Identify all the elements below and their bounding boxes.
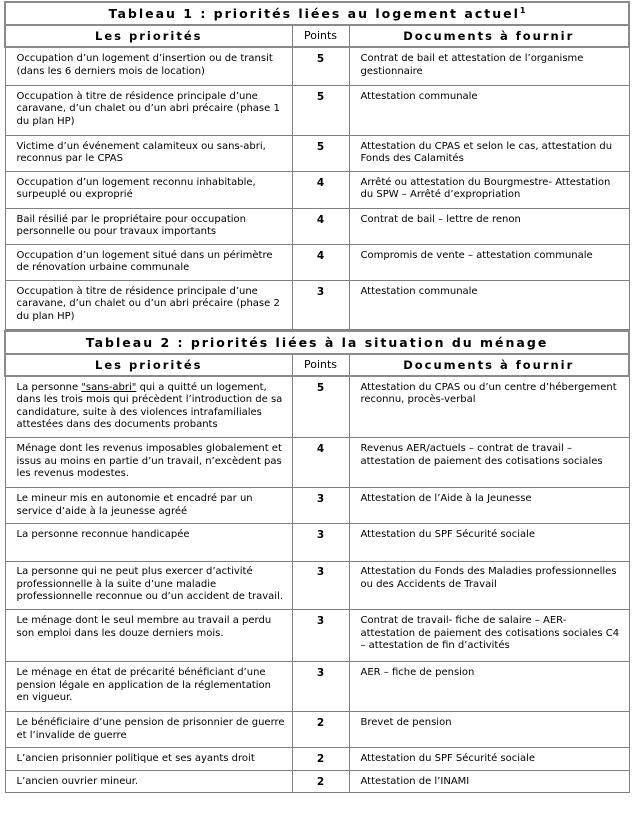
table-row bbox=[5, 244, 629, 280]
cell-documents: Brevet de pension bbox=[349, 712, 629, 748]
table-row bbox=[5, 438, 629, 488]
header-points: Points bbox=[292, 354, 349, 376]
cell-points: 2 bbox=[292, 771, 349, 793]
table-row bbox=[5, 208, 629, 244]
cell-points: 3 bbox=[292, 280, 349, 329]
table-row bbox=[5, 488, 629, 524]
cell-priorite-prefix: La personne bbox=[16, 381, 82, 393]
table-row bbox=[5, 771, 629, 793]
footnote-marker: 1 bbox=[519, 5, 526, 15]
cell-documents: Attestation du SPF Sécurité sociale bbox=[349, 748, 629, 771]
cell-priorite: Le bénéficiaire d’une pension de prisonnier de guerre et l’invalide de guerre bbox=[5, 712, 292, 748]
cell-priorite: Occupation d’un logement reconnu inhabitable, surpeuplé ou exproprié bbox=[5, 171, 292, 208]
cell-priorite: Occupation à titre de résidence principale d’une caravane, d’un chalet ou d’un abri précaire (phase 1 du plan HP) bbox=[5, 85, 292, 135]
cell-points: 5 bbox=[292, 135, 349, 171]
table-row bbox=[5, 748, 629, 771]
cell-points: 5 bbox=[292, 376, 349, 438]
cell-points: 4 bbox=[292, 171, 349, 208]
cell-priorite: L’ancien prisonnier politique et ses ayants droit bbox=[5, 748, 292, 771]
header-priorites: Les priorités bbox=[5, 354, 292, 376]
cell-points: 3 bbox=[292, 524, 349, 562]
table-row bbox=[5, 524, 629, 562]
cell-priorite: Occupation d’un logement d’insertion ou de transit (dans les 6 derniers mois de location) bbox=[5, 47, 292, 85]
cell-priorite: Le ménage dont le seul membre au travail a perdu son emploi dans les douze derniers mois. bbox=[5, 610, 292, 662]
cell-points: 2 bbox=[292, 712, 349, 748]
cell-documents: Attestation de l’INAMI bbox=[349, 771, 629, 793]
cell-documents: Contrat de bail et attestation de l’organisme gestionnaire bbox=[349, 47, 629, 85]
table-row bbox=[5, 562, 629, 610]
cell-priorite: Victime d’un événement calamiteux ou sans-abri, reconnus par le CPAS bbox=[5, 135, 292, 171]
cell-documents: Contrat de travail- fiche de salaire – AER- attestation de paiement des cotisations sociales C4 – attestation de fin d’activités bbox=[349, 610, 629, 662]
table-row bbox=[5, 135, 629, 171]
cell-priorite: L’ancien ouvrier mineur. bbox=[5, 771, 292, 793]
header-priorites: Les priorités bbox=[5, 25, 292, 47]
cell-points: 2 bbox=[292, 748, 349, 771]
cell-priorite: Le ménage en état de précarité bénéficiant d’une pension légale en application de la réglementation en vigueur. bbox=[5, 662, 292, 712]
cell-priorite: Occupation à titre de résidence principale d’une caravane, d’un chalet ou d’un abri précaire (phase 2 du plan HP) bbox=[5, 280, 292, 329]
cell-points: 3 bbox=[292, 610, 349, 662]
cell-documents: Attestation du Fonds des Maladies professionnelles ou des Accidents de Travail bbox=[349, 562, 629, 610]
header-documents: Documents à fournir bbox=[349, 25, 629, 47]
cell-points: 4 bbox=[292, 438, 349, 488]
table2-title-row bbox=[5, 331, 629, 354]
cell-documents: Attestation communale bbox=[349, 280, 629, 329]
table-priorites-menage bbox=[4, 330, 630, 794]
cell-documents: Attestation du CPAS et selon le cas, attestation du Fonds des Calamités bbox=[349, 135, 629, 171]
cell-points: 5 bbox=[292, 47, 349, 85]
table-row bbox=[5, 280, 629, 329]
cell-priorite: Occupation d’un logement situé dans un périmètre de rénovation urbaine communale bbox=[5, 244, 292, 280]
cell-priorite: Bail résilié par le propriétaire pour occupation personnelle ou pour travaux importants bbox=[5, 208, 292, 244]
header-points: Points bbox=[292, 25, 349, 47]
table-row bbox=[5, 662, 629, 712]
table1-title bbox=[5, 2, 629, 25]
cell-priorite bbox=[5, 376, 292, 438]
cell-documents: Attestation du CPAS ou d’un centre d’hébergement reconnu, procès-verbal bbox=[349, 376, 629, 438]
cell-priorite: Le mineur mis en autonomie et encadré par un service d’aide à la jeunesse agréé bbox=[5, 488, 292, 524]
table-priorites-logement bbox=[4, 1, 630, 330]
cell-documents: Attestation de l’Aide à la Jeunesse bbox=[349, 488, 629, 524]
cell-documents: AER – fiche de pension bbox=[349, 662, 629, 712]
cell-priorite-underlined: "sans-abri" bbox=[81, 381, 137, 393]
table-row bbox=[5, 712, 629, 748]
table-row bbox=[5, 171, 629, 208]
cell-points: 4 bbox=[292, 208, 349, 244]
table1-header-row bbox=[5, 25, 629, 47]
table1-title-row bbox=[5, 2, 629, 25]
cell-documents: Arrêté ou attestation du Bourgmestre- Attestation du SPW – Arrêté d’expropriation bbox=[349, 171, 629, 208]
cell-priorite: La personne qui ne peut plus exercer d’activité professionnelle à la suite d’une maladie professionnelle reconnue ou d’un accident de travail. bbox=[5, 562, 292, 610]
cell-documents: Compromis de vente – attestation communale bbox=[349, 244, 629, 280]
cell-points: 3 bbox=[292, 662, 349, 712]
cell-documents: Attestation communale bbox=[349, 85, 629, 135]
cell-points: 5 bbox=[292, 85, 349, 135]
cell-priorite-suffix: qui a quitté un logement, dans les trois mois qui précèdent l’introduction de sa candidature, suite à des violences intrafamiliales attestées dans des documents probants bbox=[16, 381, 283, 430]
cell-priorite: Ménage dont les revenus imposables globalement et issus au moins en partie d’un travail, n’excèdent pas les revenus modestes. bbox=[5, 438, 292, 488]
cell-points: 3 bbox=[292, 488, 349, 524]
table-row bbox=[5, 47, 629, 85]
cell-documents: Attestation du SPF Sécurité sociale bbox=[349, 524, 629, 562]
cell-points: 3 bbox=[292, 562, 349, 610]
cell-points: 4 bbox=[292, 244, 349, 280]
table-row bbox=[5, 85, 629, 135]
cell-priorite: La personne reconnue handicapée bbox=[5, 524, 292, 562]
table2-header-row bbox=[5, 354, 629, 376]
table-row bbox=[5, 376, 629, 438]
table1-title-text: Tableau 1 : priorités liées au logement actuel bbox=[108, 6, 520, 21]
table2-title: Tableau 2 : priorités liées à la situation du ménage bbox=[5, 331, 629, 354]
cell-documents: Contrat de bail – lettre de renon bbox=[349, 208, 629, 244]
header-documents: Documents à fournir bbox=[349, 354, 629, 376]
cell-documents: Revenus AER/actuels – contrat de travail – attestation de paiement des cotisations sociales bbox=[349, 438, 629, 488]
document-page bbox=[4, 1, 628, 793]
table-row bbox=[5, 610, 629, 662]
